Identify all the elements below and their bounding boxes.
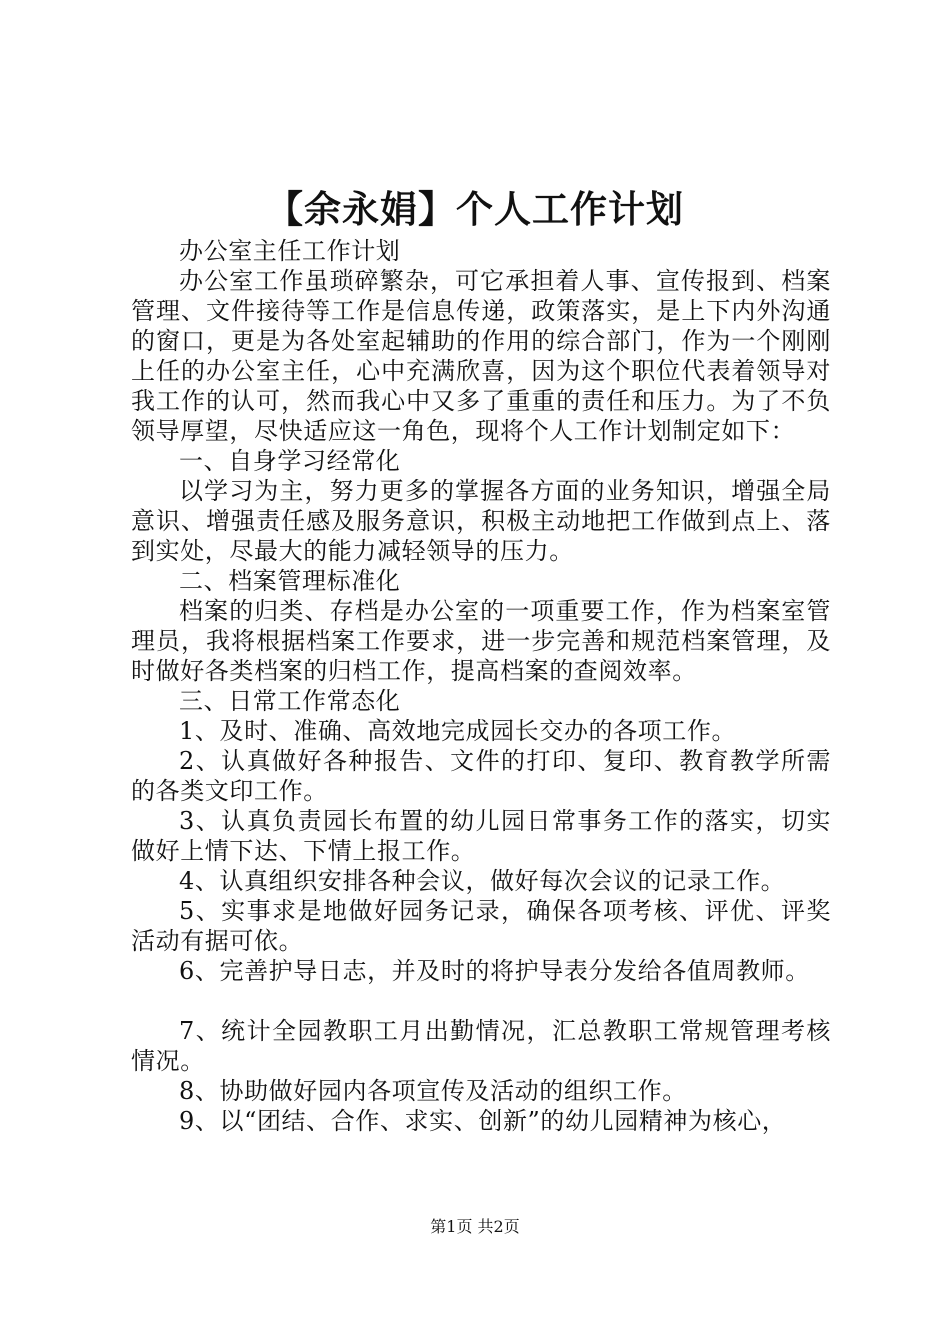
list-item: 9、以“团结、合作、求实、创新”的幼儿园精神为核心， [179,1107,787,1135]
list-item: 3、认真负责园长布置的幼儿园日常事务工作的落实，切实做好上情下达、下情上报工作。 [131,807,831,865]
list-item: 8、协助做好园内各项宣传及活动的组织工作。 [179,1077,687,1105]
body-paragraph: 以学习为主，努力更多的掌握各方面的业务知识，增强全局意识、增强责任感及服务意识，积极主动地把工作做到点上、落到实处，尽最大的能力减轻领导的压力。 [131,477,831,565]
list-item: 5、实事求是地做好园务记录，确保各项考核、评优、评奖活动有据可依。 [131,897,831,955]
page-footer: 第1页 共2页 [430,1217,520,1236]
section-heading: 办公室主任工作计划 [179,237,401,265]
list-item: 1、及时、准确、高效地完成园长交办的各项工作。 [179,717,737,745]
section-heading: 三、日常工作常态化 [179,687,401,715]
list-item: 4、认真组织安排各种会议，做好每次会议的记录工作。 [179,867,786,895]
list-item: 2、认真做好各种报告、文件的打印、复印、教育教学所需的各类文印工作。 [131,747,831,805]
list-item: 6、完善护导日志，并及时的将护导表分发给各值周教师。 [179,957,810,985]
intro-paragraph: 办公室工作虽琐碎繁杂，可它承担着人事、宣传报到、档案管理、文件接待等工作是信息传递，政策落实，是上下内外沟通的窗口，更是为各处室起辅助的作用的综合部门，作为一个刚刚上任的办公室主任，心中充满欣喜，因为这个职位代表着领导对我工作的认可，然而我心中又多了重重的责任和压力。为了不负领导厚望，尽快适应这一角色，现将个人工作计划制定如下： [131,267,831,445]
section-heading: 二、档案管理标准化 [179,567,401,595]
body-paragraph: 档案的归类、存档是办公室的一项重要工作，作为档案室管理员，我将根据档案工作要求，进一步完善和规范档案管理，及时做好各类档案的归档工作，提高档案的查阅效率。 [131,597,831,685]
list-item: 7、统计全园教职工月出勤情况，汇总教职工常规管理考核情况。 [131,1017,831,1075]
section-heading: 一、自身学习经常化 [179,447,401,475]
document-body [131,236,831,1136]
document-title: 【余永娟】个人工作计划 [266,187,684,231]
